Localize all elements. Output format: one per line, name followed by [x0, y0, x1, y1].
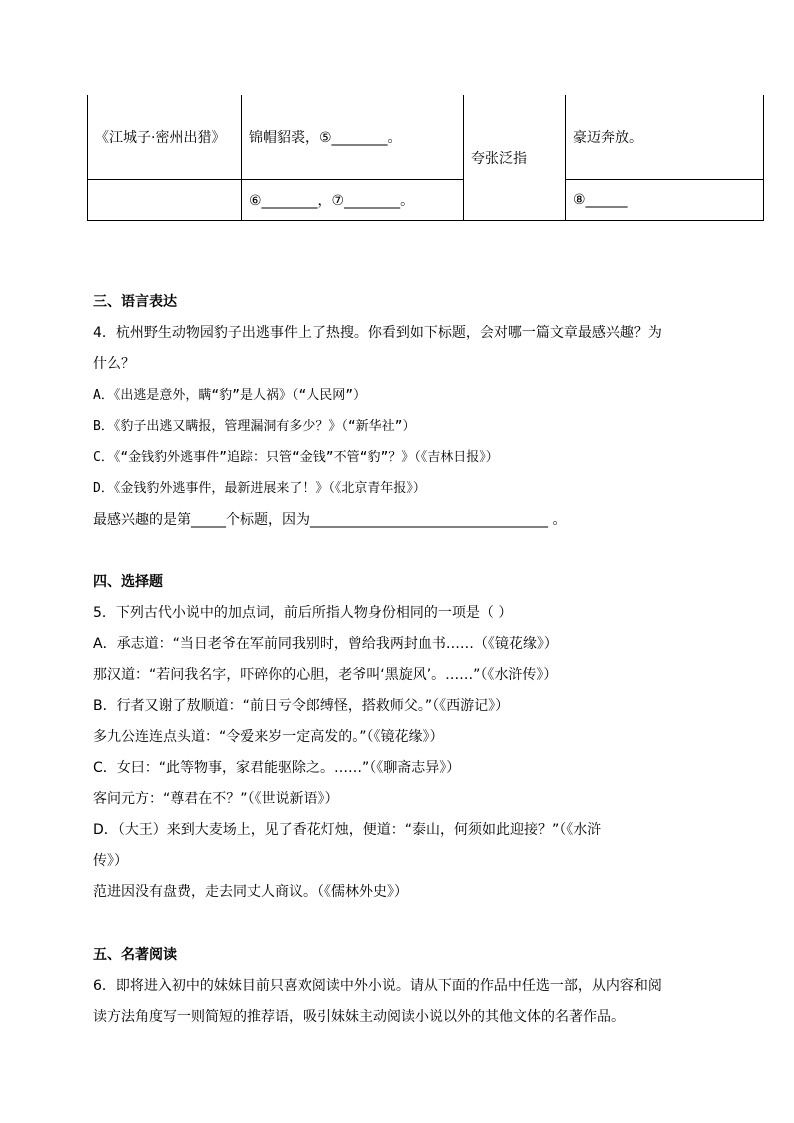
option-a: A．《出逃是意外，瞒“豹”是人祸》（“人民网”） — [93, 388, 367, 403]
poem-analysis-table — [87, 95, 764, 221]
question-4-text: 4．杭州野生动物园豹子出逃事件上了热搜。你看到如下标题，会对哪一篇文章最感兴趣？为 — [93, 325, 662, 341]
section-heading-language-expression: 三、语言表达 — [93, 294, 177, 310]
choice-d-line2: 范进因没有盘费，走去同丈人商议。（《儒林外史》） — [93, 884, 408, 900]
answer-line: 最感兴趣的是第_____个标题，因为__________________________________ 。 — [93, 512, 567, 528]
question-4-text-cont: 什么？ — [93, 356, 135, 372]
poem-line-cell: 锦帽貂裘，⑤________。 — [242, 95, 464, 180]
choice-a-line1: A．承志道：“当日老爷在军前同我别时，曾给我两封血书……（《镜花缘》） — [93, 636, 558, 652]
option-c: C．《“金钱豹外逃事件”追踪：只管“金钱”不管“豹”？》（《吉林日报》） — [93, 450, 499, 465]
choice-c-line2: 客问元方：“尊君在不？”（《世说新语》） — [93, 791, 339, 807]
question-6-text: 6．即将进入初中的妹妹目前只喜欢阅读中外小说。请从下面的作品中任选一部，从内容和阅 — [93, 978, 662, 994]
section-heading-classic-reading: 五、名著阅读 — [93, 947, 177, 963]
effect-cell: 豪迈奔放。 — [566, 95, 764, 180]
poem-title-cell: 《江城子·密州出猎》 — [88, 95, 242, 180]
table-row — [88, 180, 764, 221]
poem-title-cell-empty — [88, 180, 242, 221]
choice-d-line1-cont: 传》） — [93, 853, 128, 869]
choice-b-line2: 多九公连连点头道：“令爱来岁一定高发的。”（《镜花缘》） — [93, 729, 444, 745]
choice-c-line1: C．女曰：“此等物事，家君能驱除之。……”（《聊斋志异》） — [93, 760, 461, 776]
option-b: B．《豹子出逃又瞒报，管理漏洞有多少？》（“新华社”） — [93, 419, 416, 434]
effect-blank-cell: ⑧______ — [566, 180, 764, 221]
section-heading-multiple-choice: 四、选择题 — [93, 574, 163, 590]
table-row — [88, 95, 764, 180]
choice-b-line1: B．行者又谢了敖顺道：“前日亏令郎缚怪，搭救师父。”（《西游记》） — [93, 698, 510, 714]
option-d: D．《金钱豹外逃事件，最新进展来了！》（《北京青年报》） — [93, 481, 426, 496]
question-5-text: 5．下列古代小说中的加点词，前后所指人物身份相同的一项是（ ） — [93, 605, 513, 621]
technique-cell: 夸张泛指 — [464, 95, 566, 221]
choice-d-line1: D．（大王）来到大麦场上，见了香花灯烛，便道：“泰山，何须如此迎接？”（《水浒 — [93, 822, 602, 838]
choice-a-line2: 那汉道：“若问我名字，吓碎你的心胆，老爷叫‘黑旋风’。……”（《水浒传》） — [93, 667, 558, 683]
question-6-text-cont: 读方法角度写一则简短的推荐语，吸引妹妹主动阅读小说以外的其他文体的名著作品。 — [93, 1009, 625, 1025]
poem-line-blank-cell: ⑥________，⑦________。 — [242, 180, 464, 221]
